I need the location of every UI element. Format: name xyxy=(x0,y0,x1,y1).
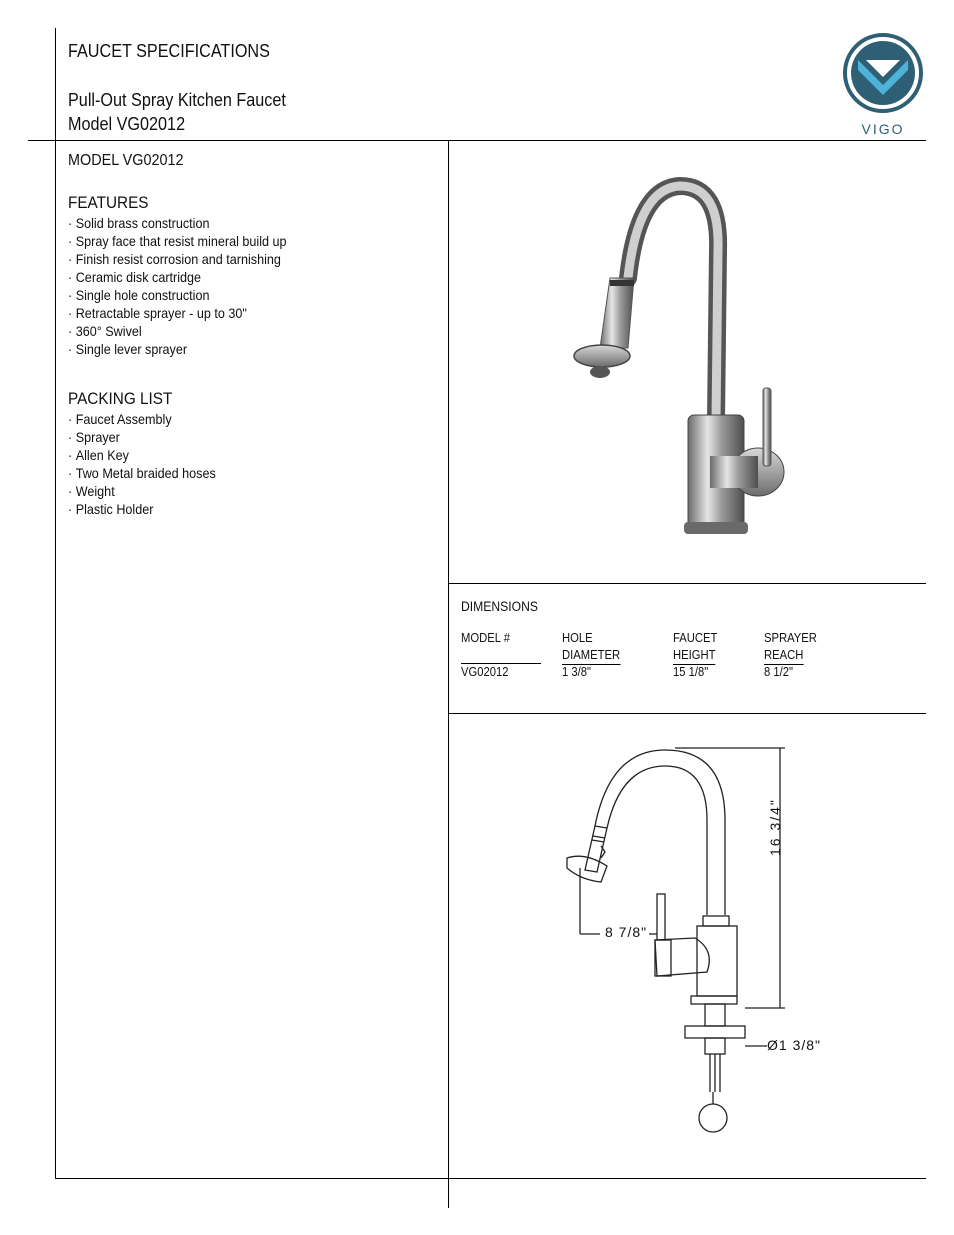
feature-item: · Retractable sprayer - up to 30" xyxy=(68,304,287,322)
col-header-line: SPRAYER xyxy=(764,631,817,645)
dimensions-bottom-rule xyxy=(448,713,926,714)
col-header-line: REACH xyxy=(764,647,803,665)
vigo-logo-icon xyxy=(838,32,928,114)
faucet-dimension-drawing xyxy=(555,740,855,1140)
product-name: Pull-Out Spray Kitchen Faucet xyxy=(68,90,286,110)
column-divider xyxy=(448,140,449,1208)
row-model: VG02012 xyxy=(461,665,509,679)
packing-item: · Allen Key xyxy=(68,446,216,464)
vigo-logo xyxy=(838,32,928,137)
packing-list xyxy=(68,410,232,518)
packing-heading: PACKING LIST xyxy=(68,389,173,408)
model-heading: MODEL VG02012 xyxy=(68,152,184,169)
col-height-header xyxy=(673,630,717,665)
packing-item: · Weight xyxy=(68,482,216,500)
col-reach-header xyxy=(764,630,817,665)
features-list xyxy=(68,214,311,358)
reach-dimension-label: 8 7/8" xyxy=(605,924,648,940)
faucet-dimension-drawing-icon xyxy=(555,740,855,1140)
photo-bottom-rule xyxy=(448,583,926,584)
feature-item: · Single lever sprayer xyxy=(68,340,287,358)
left-margin-rule xyxy=(55,28,56,1179)
feature-item: · 360° Swivel xyxy=(68,322,287,340)
col-header-line: HOLE xyxy=(562,631,593,645)
packing-item: · Faucet Assembly xyxy=(68,410,216,428)
packing-item: · Sprayer xyxy=(68,428,216,446)
row-faucet-height: 15 1/8" xyxy=(673,665,709,679)
row-hole-diameter: 1 3/8" xyxy=(562,665,592,679)
col-hole-header xyxy=(562,630,620,665)
features-heading: FEATURES xyxy=(68,193,149,212)
feature-item: · Finish resist corrosion and tarnishing xyxy=(68,250,287,268)
doc-title: FAUCET SPECIFICATIONS xyxy=(68,41,270,61)
col-header-line: MODEL # xyxy=(461,631,510,645)
packing-item: · Plastic Holder xyxy=(68,500,216,518)
col-header-line: FAUCET xyxy=(673,631,718,645)
height-dimension-label: 16 3/4" xyxy=(767,798,783,856)
logo-text: VIGO xyxy=(861,121,905,137)
header-divider xyxy=(28,140,926,141)
packing-item: · Two Metal braided hoses xyxy=(68,464,216,482)
hole-dimension-label: Ø1 3/8" xyxy=(767,1037,821,1053)
feature-item: · Ceramic disk cartridge xyxy=(68,268,287,286)
faucet-photo xyxy=(530,170,860,555)
col-header-line: DIAMETER xyxy=(562,647,620,665)
faucet-photo-icon xyxy=(530,170,860,555)
col-model-header xyxy=(461,630,510,647)
dimensions-heading: DIMENSIONS xyxy=(461,599,538,614)
col-header-line: HEIGHT xyxy=(673,647,716,665)
feature-item: · Single hole construction xyxy=(68,286,287,304)
footer-rule xyxy=(55,1178,926,1179)
model-line: Model VG02012 xyxy=(68,114,186,134)
feature-item: · Solid brass construction xyxy=(68,214,287,232)
feature-item: · Spray face that resist mineral build up xyxy=(68,232,287,250)
row-sprayer-reach: 8 1/2" xyxy=(764,665,794,679)
